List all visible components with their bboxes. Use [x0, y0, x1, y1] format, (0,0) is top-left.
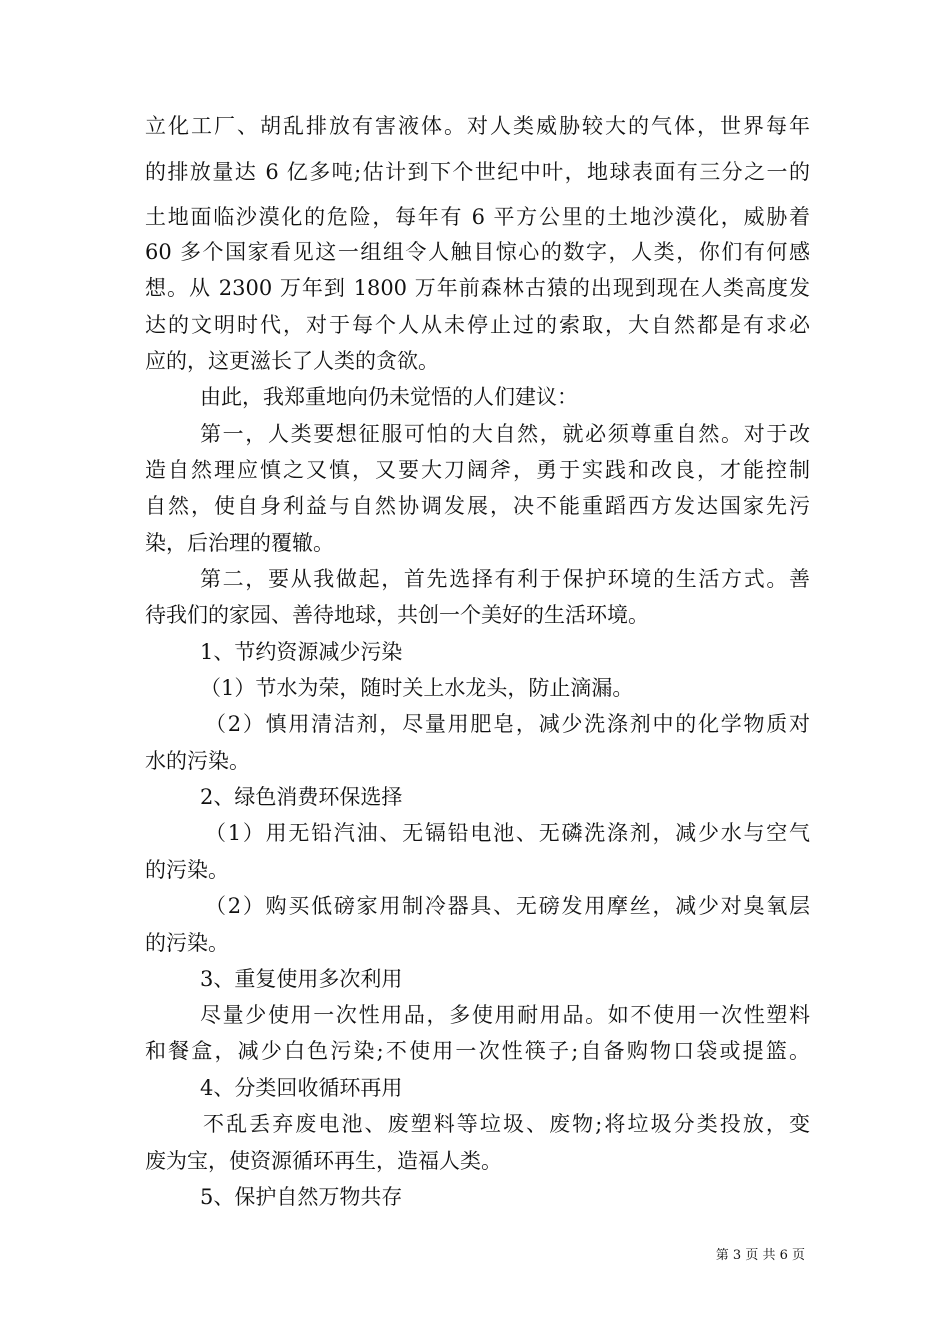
paragraph-line: 废为宝，使资源循环再生，造福人类。 — [145, 1149, 502, 1173]
paragraph-line: 尽量少使用一次性用品，多使用耐用品。如不使用一次性塑料 — [200, 1003, 810, 1027]
page-number-footer: 第 3 页 共 6 页 — [715, 1248, 805, 1263]
paragraph-line: 由此，我郑重地向仍未觉悟的人们建议： — [200, 385, 578, 409]
list-item: （2）购买低磅家用制冷器具、无磅发用摩丝，减少对臭氧层 — [205, 894, 810, 918]
section-heading: 5、保护自然万物共存 — [200, 1185, 403, 1209]
paragraph-line: 自然，使自身利益与自然协调发展，决不能重蹈西方发达国家先污 — [145, 494, 810, 518]
paragraph-line: 第二，要从我做起，首先选择有利于保护环境的生活方式。善 — [200, 567, 810, 591]
paragraph-line: 造自然理应慎之又慎，又要大刀阔斧，勇于实践和改良，才能控制 — [145, 458, 810, 482]
section-heading: 3、重复使用多次利用 — [200, 967, 403, 991]
paragraph-line: 土地面临沙漠化的危险，每年有 6 平方公里的土地沙漠化，威胁着 — [145, 205, 810, 229]
paragraph-line: 第一，人类要想征服可怕的大自然，就必须尊重自然。对于改 — [200, 422, 810, 446]
paragraph-line: 的排放量达 6 亿多吨;估计到下个世纪中叶，地球表面有三分之一的 — [145, 160, 810, 184]
paragraph-line: 想。从 2300 万年到 1800 万年前森林古猿的出现到现在人类高度发 — [145, 276, 810, 300]
paragraph-line: 待我们的家园、善待地球，共创一个美好的生活环境。 — [145, 603, 649, 627]
paragraph-line: 的污染。 — [145, 858, 229, 882]
section-heading: 4、分类回收循环再用 — [200, 1076, 403, 1100]
section-heading: 2、绿色消费环保选择 — [200, 785, 403, 809]
list-item: （1）节水为荣，随时关上水龙头，防止滴漏。 — [200, 676, 634, 700]
paragraph-line: 立化工厂、胡乱排放有害液体。对人类威胁较大的气体，世界每年 — [145, 114, 810, 138]
list-item: （2）慎用清洁剂，尽量用肥皂，减少洗涤剂中的化学物质对 — [205, 712, 810, 736]
paragraph-line: 不乱丢弃废电池、废塑料等垃圾、废物;将垃圾分类投放，变 — [203, 1112, 810, 1136]
paragraph-line: 应的，这更滋长了人类的贪欲。 — [145, 349, 439, 373]
list-item: （1）用无铅汽油、无镉铅电池、无磷洗涤剂，减少水与空气 — [205, 821, 810, 845]
paragraph-line: 水的污染。 — [145, 749, 250, 773]
paragraph-line: 达的文明时代，对于每个人从未停止过的索取，大自然都是有求必 — [145, 313, 810, 337]
section-heading: 1、节约资源减少污染 — [200, 640, 403, 664]
paragraph-line: 的污染。 — [145, 931, 229, 955]
paragraph-line: 60 多个国家看见这一组组令人触目惊心的数字，人类，你们有何感 — [145, 240, 810, 264]
paragraph-line: 和餐盒，减少白色污染;不使用一次性筷子;自备购物口袋或提篮。 — [145, 1039, 810, 1063]
paragraph-line: 染，后治理的覆辙。 — [145, 531, 334, 555]
